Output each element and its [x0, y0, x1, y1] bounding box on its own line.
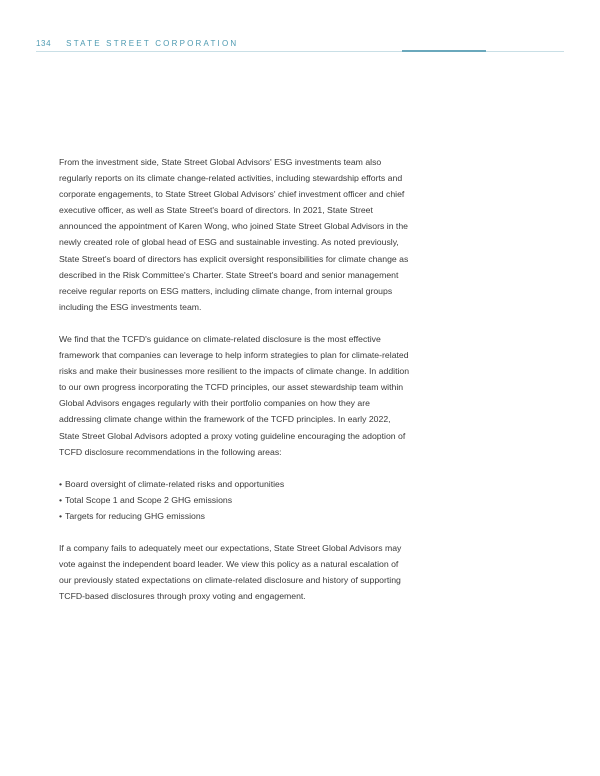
bullet-icon: • [59, 494, 63, 505]
list-item-text: Board oversight of climate-related risks and opportunities [65, 478, 285, 489]
header-accent-rule [402, 50, 486, 52]
body-content [59, 154, 411, 620]
bullet-icon: • [59, 510, 63, 521]
paragraph-voting-policy: If a company fails to adequately meet our expectations, State Street Global Advisors may vote against the independent board leader. We view this policy as a natural escalation of our previously stated expectations on climate-related disclosure and history of supporting TCFD-based disclosures through proxy voting and engagement. [59, 542, 402, 602]
paragraph-tcfd-guidance: We find that the TCFD's guidance on climate-related disclosure is the most effective framework that companies can leverage to help inform strategies to plan for climate-related risks and make their businesses more resilient to the impacts of climate change. In addition to our own progress incorporating the TCFD principles, our asset stewardship team within Global Advisors engages regularly with their portfolio companies on how they are addressing climate change within the framework of the TCFD principles. In early 2022, State Street Global Advisors adopted a proxy voting guideline encouraging the adoption of TCFD disclosure recommendations in the following areas: [59, 333, 410, 457]
list-item [59, 508, 411, 524]
bullet-icon: • [59, 478, 63, 489]
running-header [36, 36, 238, 50]
paragraph-oversight: From the investment side, State Street Global Advisors' ESG investments team also regularly reports on its climate change-related activities, including stewardship efforts and corporate engagements, to State Street Global Advisors' chief investment officer and chief executive officer, as well as State Street's board of directors. In 2021, State Street announced the appointment of Karen Wong, who joined State Street Global Advisors in the newly created role of global head of ESG and sustainable investing. As noted previously, State Street's board of directors has explicit oversight responsibilities for climate change as described in the Risk Committee's Charter. State Street's board and senior management receive regular reports on ESG matters, including climate change, from internal groups including the ESG investments team. [59, 157, 409, 312]
list-item-text: Total Scope 1 and Scope 2 GHG emissions [65, 494, 233, 505]
company-name: STATE STREET CORPORATION [66, 38, 239, 48]
list-item-text: Targets for reducing GHG emissions [65, 510, 206, 521]
list-item [59, 476, 411, 492]
list-item [59, 492, 411, 508]
page-number: 134 [36, 38, 52, 48]
tcfd-areas-list [59, 476, 411, 524]
